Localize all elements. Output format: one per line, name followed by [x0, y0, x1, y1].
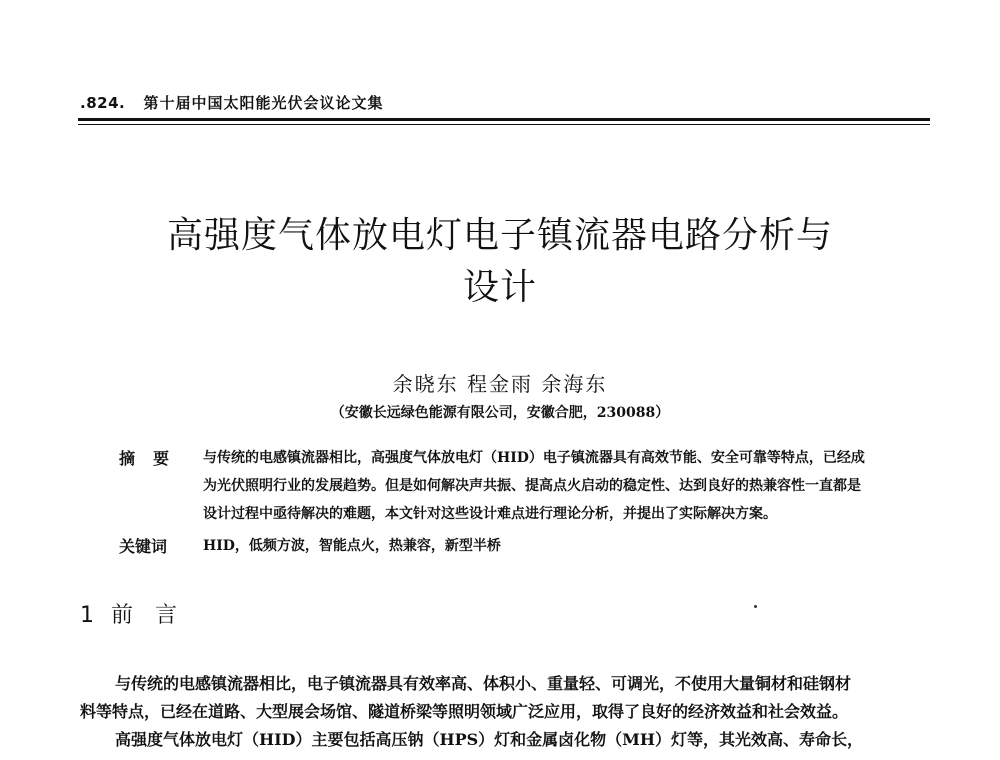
- header-rule-thin: [78, 124, 930, 125]
- affiliation: （安徽长远绿色能源有限公司，安徽合肥，230088）: [330, 405, 670, 421]
- page-number: .824.: [80, 94, 126, 112]
- header-rule-thick: [78, 118, 930, 121]
- section-number: 1: [80, 603, 94, 628]
- abstract-line: 为光伏照明行业的发展趋势。但是如何解决声共振、提高点火启动的稳定性、达到良好的热兼容性一直都是: [203, 478, 861, 494]
- paper-title: [100, 210, 900, 314]
- abstract-line: 与传统的电感镇流器相比，高强度气体放电灯（HID）电子镇流器具有高效节能、安全可靠等特点，已经成: [203, 450, 865, 466]
- keywords-label: 关键词: [119, 537, 168, 556]
- proceedings-title: 第十届中国太阳能光伏会议论文集: [143, 94, 384, 112]
- scan-speck: [754, 605, 757, 608]
- section-heading: [80, 598, 199, 629]
- authors: 余晓东 程金雨 余海东: [392, 372, 608, 396]
- title-line-1: 高强度气体放电灯电子镇流器电路分析与: [166, 215, 833, 256]
- abstract-line: 设计过程中亟待解决的难题，本文针对这些设计难点进行理论分析，并提出了实际解决方案。: [203, 506, 777, 522]
- abstract-text: [203, 444, 933, 528]
- body-paragraph: [80, 670, 940, 754]
- body-line: 高强度气体放电灯（HID）主要包括高压钠（HPS）灯和金属卤化物（MH）灯等，其光效高、寿命长，: [115, 730, 864, 749]
- abstract-label: 摘要: [119, 449, 188, 468]
- body-line: 与传统的电感镇流器相比，电子镇流器具有效率高、体积小、重量轻、可调光，不使用大量铜材和硅钢材: [115, 674, 852, 693]
- running-header: [80, 92, 383, 113]
- body-line: 料等特点，已经在道路、大型展会场馆、隧道桥梁等照明领域广泛应用，取得了良好的经济效益和社会效益。: [80, 702, 849, 721]
- section-title: 前言: [111, 603, 200, 628]
- keywords-text: HID，低频方波，智能点火，热兼容，新型半桥: [203, 538, 501, 554]
- title-line-2: 设计: [462, 267, 537, 308]
